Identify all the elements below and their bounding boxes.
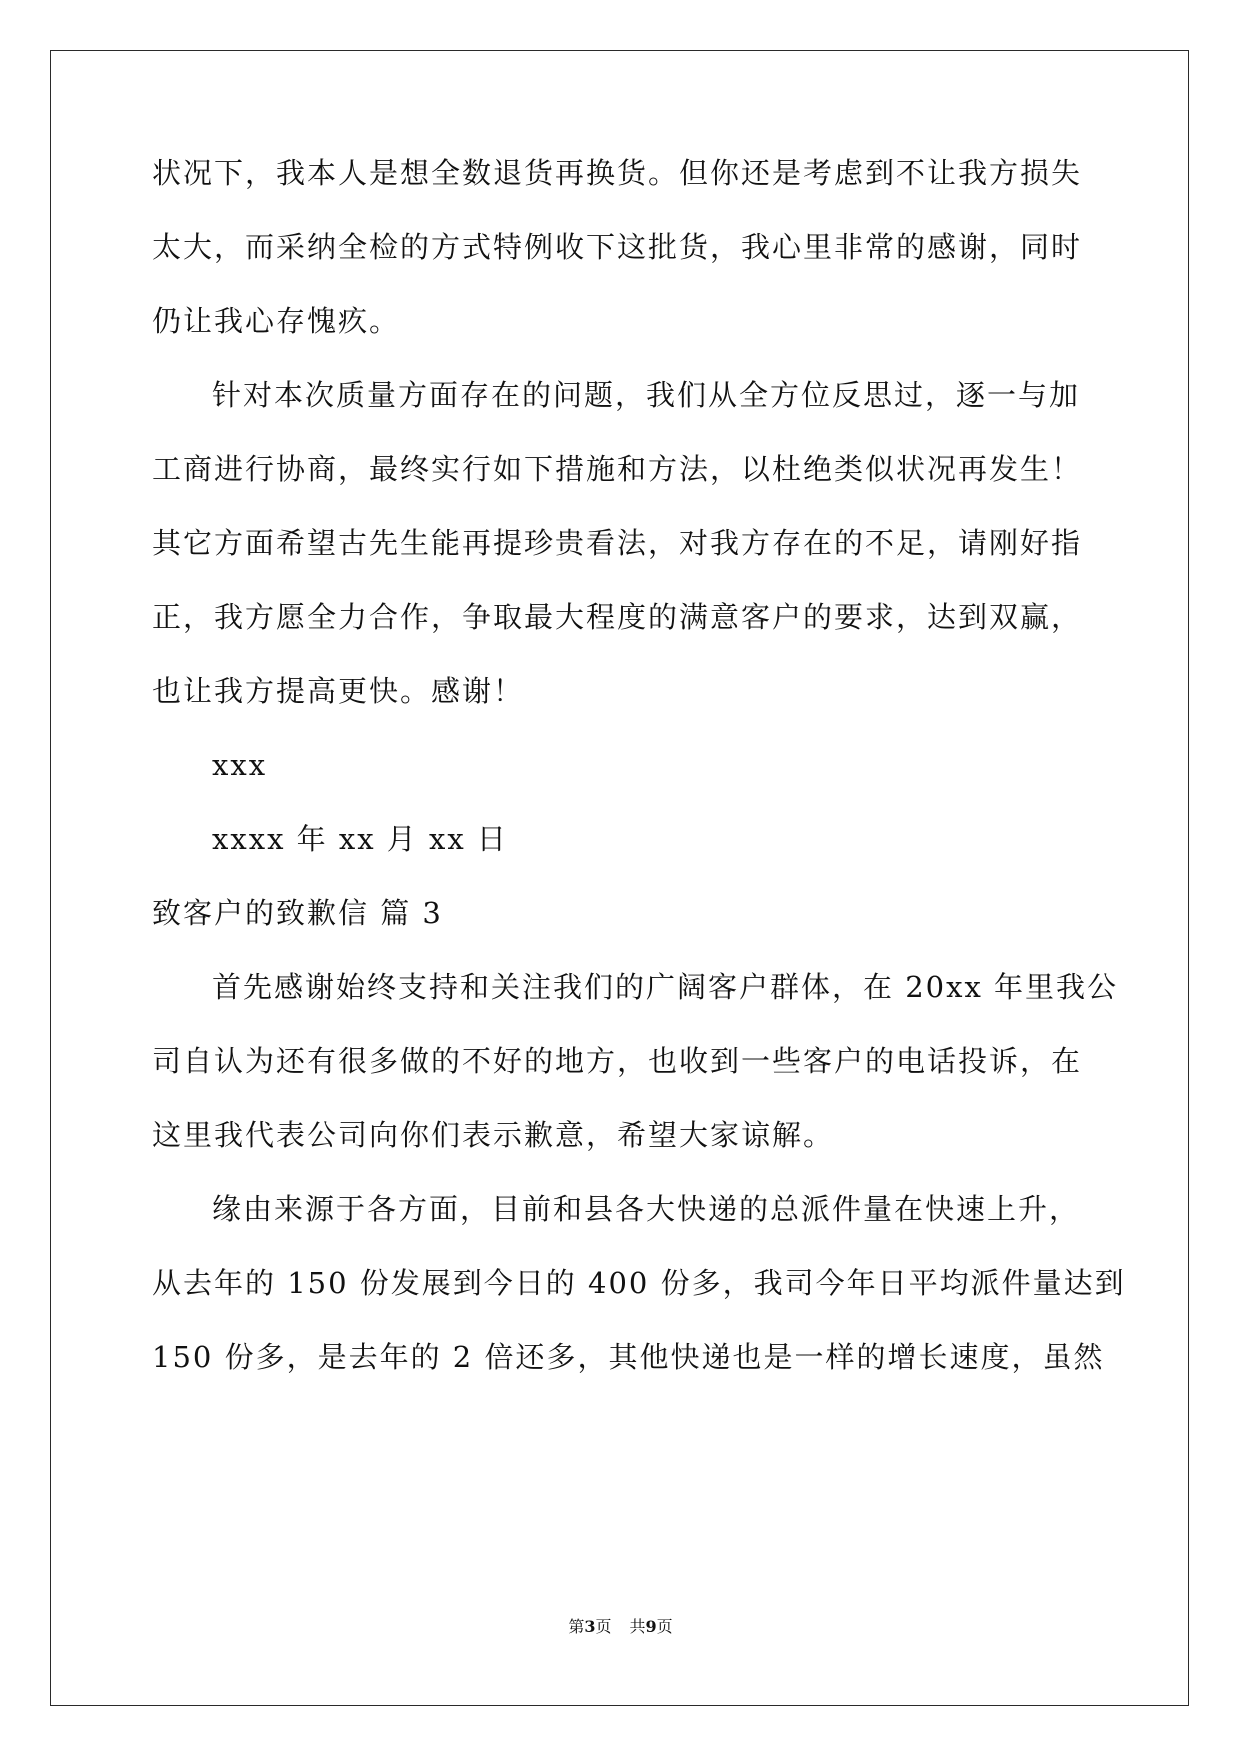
footer-total-unit: 页	[656, 1617, 673, 1636]
footer-page-unit: 页	[595, 1617, 612, 1636]
text-line: 这里我代表公司向你们表示歉意，希望大家谅解。	[152, 1118, 835, 1152]
text-line: 状况下，我本人是想全数退货再换货。但你还是考虑到不让我方损失	[152, 156, 1083, 190]
text-line: 太大，而采纳全检的方式特例收下这批货，我心里非常的感谢，同时	[152, 230, 1083, 264]
text-line: 工商进行协商，最终实行如下措施和方法，以杜绝类似状况再发生！	[152, 452, 1083, 486]
text-line: 针对本次质量方面存在的问题，我们从全方位反思过，逐一与加	[212, 378, 1081, 412]
page-frame	[50, 50, 1189, 1706]
page-number: 3	[584, 1617, 596, 1636]
date-line: xxxx 年 xx 月 xx 日	[212, 822, 508, 856]
text-line: 其它方面希望古先生能再提珍贵看法，对我方存在的不足，请刚好指	[152, 526, 1083, 560]
text-line: 仍让我心存愧疚。	[152, 304, 401, 338]
signature: xxx	[212, 748, 268, 782]
section-heading: 致客户的致歉信 篇 3	[152, 896, 443, 930]
text-line: 缘由来源于各方面，目前和县各大快递的总派件量在快速上升，	[212, 1192, 1081, 1226]
text-line: 从去年的 150 份发展到今日的 400 份多，我司今年日平均派件量达到	[152, 1266, 1126, 1300]
text-line: 也让我方提高更快。感谢！	[152, 674, 525, 708]
text-line: 司自认为还有很多做的不好的地方，也收到一些客户的电话投诉，在	[152, 1044, 1083, 1078]
page-footer	[0, 1617, 1241, 1637]
footer-total-prefix: 共	[629, 1617, 646, 1636]
text-line: 首先感谢始终支持和关注我们的广阔客户群体，在 20xx 年里我公	[212, 970, 1119, 1004]
total-pages: 9	[645, 1617, 657, 1636]
text-line: 正，我方愿全力合作，争取最大程度的满意客户的要求，达到双赢，	[152, 600, 1083, 634]
text-line: 150 份多，是去年的 2 倍还多，其他快递也是一样的增长速度，虽然	[152, 1340, 1105, 1374]
footer-prefix: 第	[568, 1617, 585, 1636]
